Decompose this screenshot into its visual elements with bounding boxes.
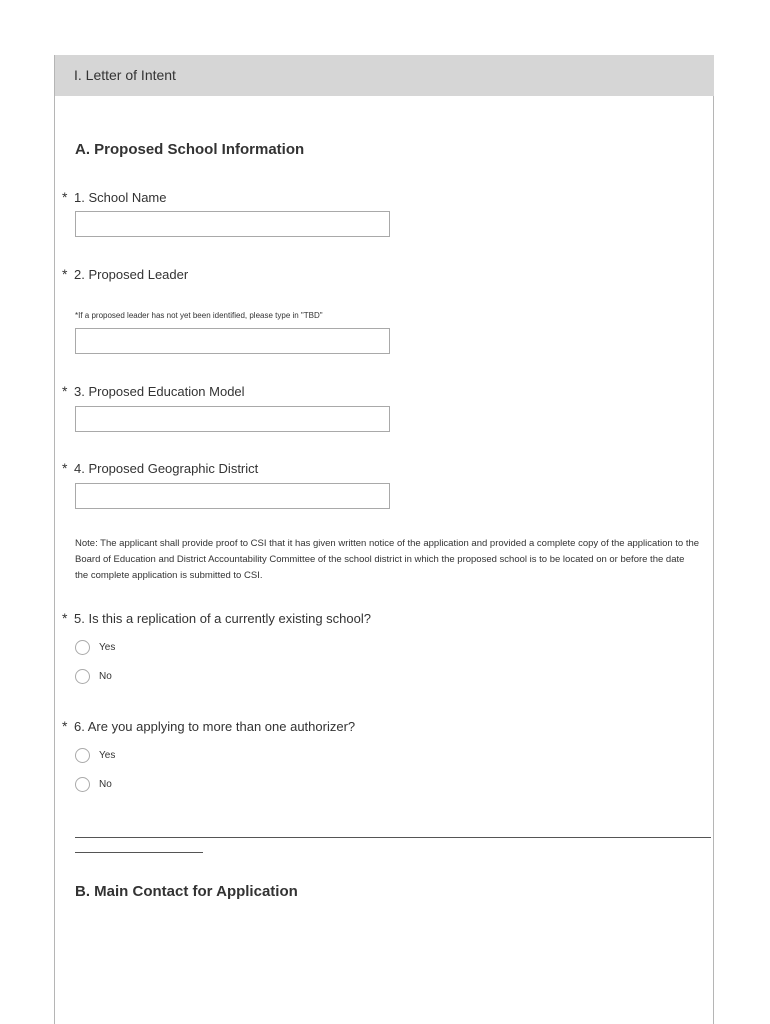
required-asterisk: * bbox=[62, 610, 68, 626]
question-education-model-label bbox=[62, 383, 245, 399]
radio-label: No bbox=[99, 670, 112, 682]
page-title: I. Letter of Intent bbox=[74, 67, 176, 83]
required-asterisk: * bbox=[62, 266, 68, 282]
application-note: Note: The applicant shall provide proof to CSI that it has given written notice of the application and provided a complete copy of the application to the Board of Education and District Accountability Committee of the school district in which the proposed school is to be located on or before the date the complete application is submitted to CSI. bbox=[75, 538, 700, 581]
question-geographic-district-label bbox=[62, 460, 258, 476]
radio-button[interactable] bbox=[75, 640, 90, 655]
required-asterisk: * bbox=[62, 718, 68, 734]
required-asterisk: * bbox=[62, 189, 68, 205]
question-replication-label bbox=[62, 610, 371, 626]
radio-button[interactable] bbox=[75, 777, 90, 792]
required-asterisk: * bbox=[62, 460, 68, 476]
question-school-name-label bbox=[62, 189, 167, 205]
question-label-text: 2. Proposed Leader bbox=[74, 267, 189, 282]
page-header bbox=[55, 55, 714, 96]
question-label-text: 4. Proposed Geographic District bbox=[74, 461, 259, 476]
question-label-text: 6. Are you applying to more than one authorizer? bbox=[74, 719, 356, 734]
section-a-title: A. Proposed School Information bbox=[75, 141, 305, 158]
replication-option-yes[interactable] bbox=[75, 639, 115, 655]
radio-label: Yes bbox=[99, 641, 116, 653]
radio-button[interactable] bbox=[75, 748, 90, 763]
question-label-text: 3. Proposed Education Model bbox=[74, 384, 245, 399]
question-multiple-authorizers-label bbox=[62, 718, 355, 734]
question-proposed-leader-label bbox=[62, 266, 188, 282]
authorizer-option-no[interactable] bbox=[75, 776, 112, 792]
school-name-input[interactable] bbox=[75, 211, 390, 237]
authorizer-option-yes[interactable] bbox=[75, 747, 115, 763]
radio-button[interactable] bbox=[75, 669, 90, 684]
radio-label: No bbox=[99, 778, 112, 790]
proposed-leader-hint: *If a proposed leader has not yet been identified, please type in "TBD" bbox=[75, 311, 323, 320]
question-label-text: 5. Is this a replication of a currently existing school? bbox=[74, 611, 371, 626]
required-asterisk: * bbox=[62, 383, 68, 399]
proposed-leader-input[interactable] bbox=[75, 328, 390, 354]
section-divider bbox=[75, 837, 711, 838]
radio-label: Yes bbox=[99, 749, 116, 761]
education-model-input[interactable] bbox=[75, 406, 390, 432]
replication-option-no[interactable] bbox=[75, 668, 112, 684]
section-divider-short bbox=[75, 852, 203, 853]
section-b-title: B. Main Contact for Application bbox=[75, 883, 298, 900]
geographic-district-input[interactable] bbox=[75, 483, 390, 509]
question-label-text: 1. School Name bbox=[74, 190, 167, 205]
